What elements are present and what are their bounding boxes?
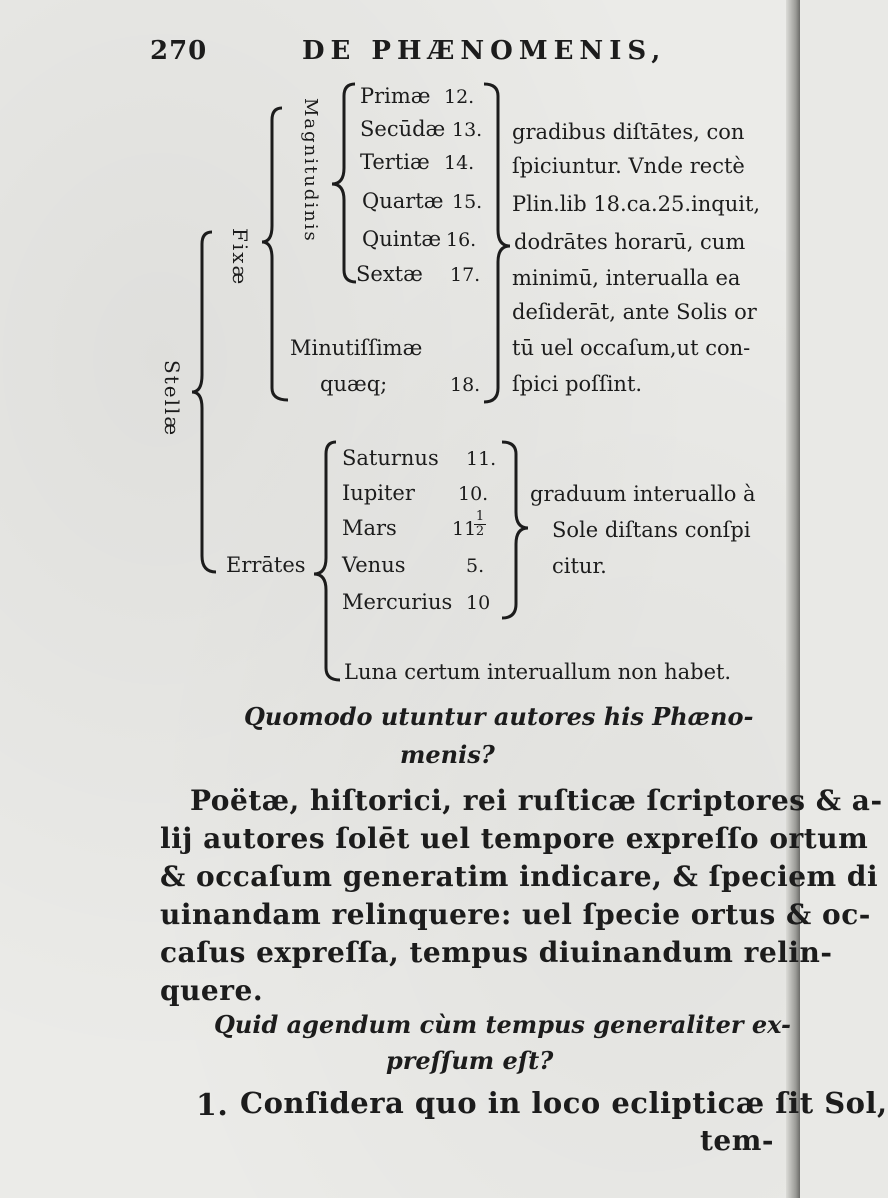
fixae-brace	[262, 108, 288, 400]
fixae-row-number: 13.	[452, 119, 483, 141]
body-line: uinandam relinquere: uel ſpecie ortus & oc-	[160, 898, 871, 931]
planet-number: 11	[452, 518, 477, 540]
body-line: Poëtæ, hiſtorici, rei ruſticæ ſcriptores & a-	[190, 784, 883, 817]
errantes-brace	[314, 442, 340, 680]
minutissimae-number: 18.	[450, 374, 481, 396]
fixae-text-line: ſpici poſſint.	[512, 372, 643, 396]
fixae-text-line: gradibus diſtātes, con	[512, 120, 745, 144]
minutissimae-label: Minutiſſimæ	[290, 336, 423, 360]
fixae-closing-brace	[484, 84, 510, 402]
planet-name: Mars	[342, 516, 397, 540]
body-line: caſus expreſſa, tempus diuinandum relin-	[160, 936, 833, 969]
running-title: DE PHÆNOMENIS,	[302, 36, 667, 66]
fraction	[474, 510, 486, 539]
fixae-text-line: deſiderāt, ante Solis or	[512, 300, 757, 324]
fixae-text-line: tū uel occaſum,ut con-	[512, 336, 751, 360]
errantes-text-line: graduum interuallo à	[530, 482, 756, 506]
planet-name: Venus	[342, 553, 406, 577]
luna-line: Luna certum interuallum non habet.	[344, 660, 732, 684]
planet-name: Saturnus	[342, 446, 439, 470]
errantes-text-line: citur.	[552, 554, 607, 578]
minutissimae-label-2: quæq;	[320, 372, 388, 396]
fixae-text-line: ſpiciuntur. Vnde rectè	[512, 154, 745, 178]
page-number: 270	[150, 36, 208, 66]
section-heading-cont: preſſum eſt?	[386, 1046, 554, 1075]
section-heading: Quomodo utuntur autores his Phæno-	[244, 702, 754, 731]
body-line: Conſidera quo in loco eclipticæ ſit Sol,	[240, 1086, 888, 1120]
fixae-row-number: 16.	[446, 229, 477, 251]
planet-name: Mercurius	[342, 590, 453, 614]
fixae-label: Fixæ	[228, 228, 252, 287]
section-heading: Quid agendum cùm tempus generaliter ex-	[214, 1010, 791, 1039]
errantes-label: Errātes	[226, 553, 306, 577]
fixae-row-number: 12.	[444, 86, 475, 108]
stellae-label: Stellæ	[160, 360, 184, 438]
section-heading-cont: menis?	[400, 740, 495, 769]
fraction-numerator: 1	[475, 509, 485, 524]
fixae-row-name: Secūdæ	[360, 117, 446, 141]
planet-name: Iupiter	[342, 481, 415, 505]
planet-number: 11.	[466, 448, 497, 470]
fixae-row-number: 14.	[444, 152, 475, 174]
errantes-text-line: Sole diſtans conſpi	[552, 518, 751, 542]
planet-number: 5.	[466, 555, 485, 577]
fraction-denominator: 2	[475, 524, 485, 539]
body-line: & occaſum generatim indicare, & ſpeciem di	[160, 860, 879, 893]
planet-number: 10.	[458, 483, 489, 505]
fixae-row-name: Primæ	[360, 84, 431, 108]
magnitudinis-label: Magnitudinis	[300, 98, 321, 243]
item-number: 1.	[196, 1088, 229, 1123]
body-line: quere.	[160, 974, 264, 1007]
fixae-text-line: Plin.lib 18.ca.25.inquit,	[512, 192, 761, 216]
fixae-row-name: Tertiæ	[360, 150, 430, 174]
stellae-brace	[192, 232, 216, 572]
fixae-text-line: dodrātes horarū, cum	[514, 230, 746, 254]
fixae-row-name: Quartæ	[362, 189, 444, 213]
fixae-text-line: minimū, interualla ea	[512, 266, 741, 290]
fixae-row-name: Sextæ	[356, 262, 423, 286]
body-line: lij autores ſolēt uel tempore expreſſo ortum	[160, 822, 869, 855]
fixae-row-number: 17.	[450, 264, 481, 286]
magnitudinis-brace	[332, 84, 356, 282]
fixae-row-name: Quintæ	[362, 227, 442, 251]
catchword: tem-	[700, 1124, 774, 1157]
errantes-closing-brace	[502, 442, 528, 618]
fixae-row-number: 15.	[452, 191, 483, 213]
planet-number: 10	[466, 592, 491, 614]
